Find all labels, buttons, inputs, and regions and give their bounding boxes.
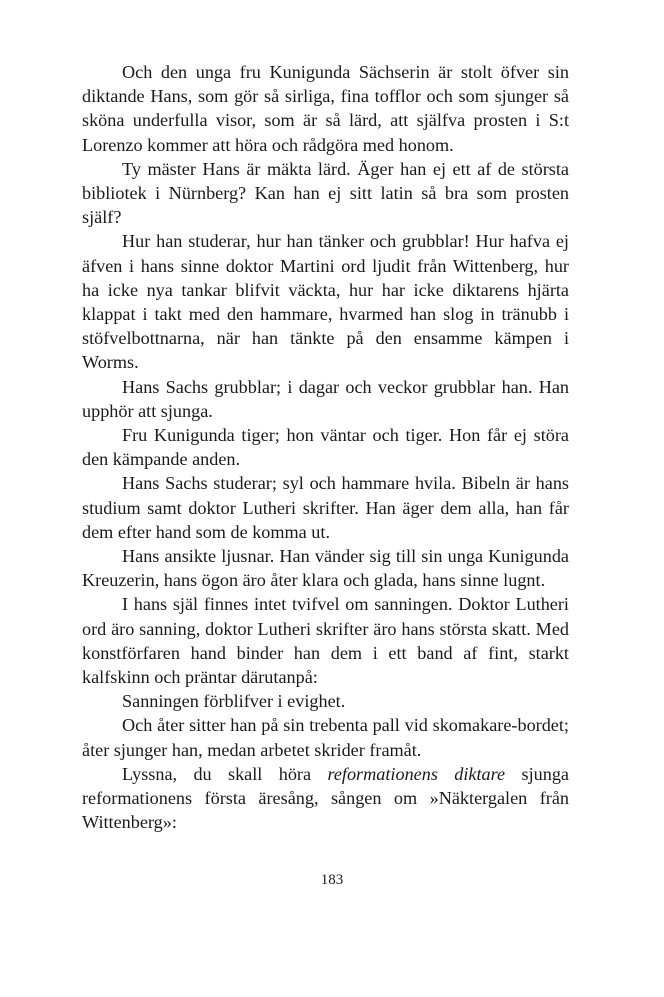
paragraph-11-end: sjunga reformationens första äresång, sången om »Näktergalen från Wittenberg»:: [82, 763, 569, 833]
paragraph-6: Hans Sachs studerar; syl och hammare hvila. Bibeln är hans studium samt doktor Lutheri skrifter. Han äger dem alla, han får dem efter hand som de komma ut.: [82, 473, 569, 542]
paragraph-10: Och åter sitter han på sin trebenta pall vid skomakare-bordet; åter sjunger han, medan arbetet skrider framåt.: [82, 715, 569, 760]
paragraph-7: Hans ansikte ljusnar. Han vänder sig till sin unga Kunigunda Kreuzerin, hans ögon äro åter klara och glada, hans sinne lugnt.: [82, 546, 569, 591]
page-body: [82, 60, 569, 835]
paragraph-3: Hur han studerar, hur han tänker och grubblar! Hur hafva ej äfven i hans sinne doktor Martini ord ljudit från Wittenberg, hur ha icke nya tankar blifvit väckta, hur har icke diktarens hjärta klappat i takt med den hammare, hvarmed han slog in tränubb i stöfvelbottnarna, när han tänkte på den ensamme kämpen i Worms.: [82, 231, 569, 373]
paragraph-9: Sanningen förblifver i evighet.: [122, 691, 346, 712]
paragraph-5: Fru Kunigunda tiger; hon väntar och tiger. Hon får ej störa den kämpande anden.: [82, 425, 569, 470]
emphasized-phrase: reformationens diktare: [327, 763, 506, 784]
paragraph-8: I hans själ finnes intet tvifvel om sanningen. Doktor Lutheri ord äro sanning, doktor Lutheri skrifter äro hans största skatt. Med konstförfaren hand binder han dem i ett band af fint, starkt kalfskinn och präntar därutanpå:: [82, 594, 569, 688]
paragraph-11-start: Lyssna, du skall höra: [122, 763, 328, 784]
paragraph-4: Hans Sachs grubblar; i dagar och veckor grubblar han. Han upphör att sjunga.: [82, 376, 569, 421]
page-number: 183: [320, 872, 344, 888]
paragraph-11: [82, 762, 569, 835]
paragraph-2: Ty mäster Hans är mäkta lärd. Äger han ej ett af de största bibliotek i Nürnberg? Kan han ej sitt latin så bra som prosten själf?: [82, 158, 569, 228]
paragraph-1: Och den unga fru Kunigunda Sächserin är stolt öfver sin diktande Hans, som gör så sirliga, fina tofflor och som sjunger så sköna underfulla visor, som är så lärd, att själfva prosten i S:t Lorenzo kommer att höra och rådgöra med honom.: [82, 62, 569, 155]
